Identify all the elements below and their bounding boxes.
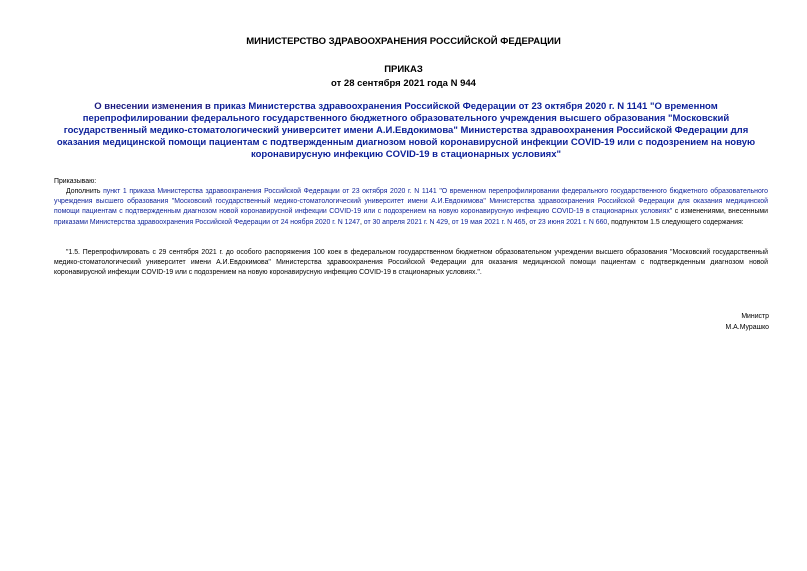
- title-prefix: О внесении изменения в: [94, 101, 214, 112]
- separator: ,: [525, 218, 530, 226]
- main-mid: с изменениями, внесенными: [672, 208, 768, 216]
- signatory-position: Министр: [741, 313, 769, 320]
- document-type-heading: ПРИКАЗ: [384, 64, 423, 75]
- ministry-heading: МИНИСТЕРСТВО ЗДРАВООХРАНЕНИЯ РОССИЙСКОЙ ФЕДЕРАЦИИ: [246, 36, 561, 47]
- document-title: [56, 101, 756, 161]
- quoted-subpoint-paragraph: "1.5. Перепрофилировать с 29 сентября 2021 г. до особого распоряжения 100 коек в федеральном государственном бюджетном образовательном учреждении высшего образования "Московский государственный медико-стоматологический университет имени А.И.Евдокимова" Министерства здравоохранения Российской Федерации для оказания медицинской помощи пациентам с подтвержденным диагнозом новой коронавирусной инфекции COVID-19 или с подозрением на новую коронавирусную инфекцию COVID-19 в стационарных условиях.".: [54, 249, 768, 277]
- title-order-link[interactable]: приказ Министерства здравоохранения Российской Федерации от 23 октября 2020 г. N 1141 "О временном перепрофилировании федерального государственного бюджетного образовательного учреждения высшего образования "Московский государственный медико-стоматологический университет имени А.И.Евдокимова" Министерства здравоохранения Российской Федерации для оказания медицинской помощи пациентам с подтвержденным диагнозом новой коронавирусной инфекции COVID-19 или с подозрением на новую коронавирусную инфекцию COVID-19 в стационарных условиях": [56, 101, 756, 160]
- signatory-name: М.А.Мурашко: [725, 324, 769, 331]
- separator: ,: [447, 218, 452, 226]
- amendment-link-465[interactable]: от 19 мая 2021 г. N 465: [451, 218, 526, 226]
- main-paragraph: [54, 187, 768, 228]
- point-1-order-link[interactable]: пункт 1 приказа Министерства здравоохранения Российской Федерации от 23 октября 2020 г. N 1141 "О временном перепрофилировании федерального государственного бюджетного образовательного учреждения высшего образования "Московский государственный медико-стоматологический университет имени А.И.Евдокимова" Министерства здравоохранения Российской Федерации для оказания медицинской помощи пациентам с подтвержденным диагнозом новой коронавирусной инфекции COVID-19 или с подозрением на новую коронавирусную инфекцию COVID-19 в стационарных условиях": [54, 188, 769, 216]
- amendment-link-429[interactable]: от 30 апреля 2021 г. N 429: [363, 218, 448, 226]
- document-date-number: от 28 сентября 2021 года N 944: [331, 78, 476, 89]
- main-prefix: Дополнить: [66, 188, 104, 195]
- amendment-link-660[interactable]: от 23 июня 2021 г. N 660: [529, 218, 608, 226]
- order-directive: Приказываю:: [54, 178, 97, 185]
- separator: ,: [359, 218, 364, 226]
- amendment-link-1247[interactable]: приказами Министерства здравоохранения Российской Федерации от 24 ноября 2020 г. N 1247: [54, 218, 360, 226]
- main-suffix: , подпунктом 1.5 следующего содержания:: [607, 218, 744, 226]
